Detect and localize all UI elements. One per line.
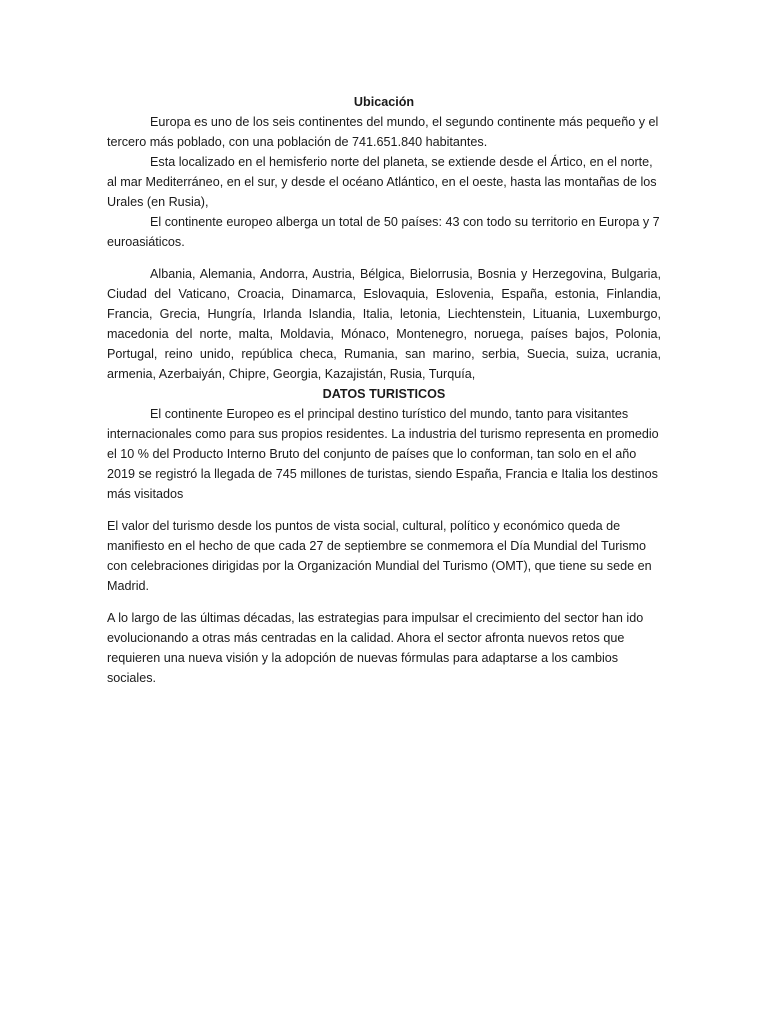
paragraph-country-list: Albania, Alemania, Andorra, Austria, Bélgica, Bielorrusia, Bosnia y Herzegovina, Bulgaria, Ciudad del Vaticano, Croacia, Dinamarca, Eslovaquia, Eslovenia, España, estonia, Finlandia, Francia, Grecia, Hungría, Irlanda Islandia, Italia, letonia, Liechtenstein, Lituania, Luxemburgo, macedonia del norte, malta, Moldavia, Mónaco, Montenegro, noruega, países bajos, Polonia, Portugal, reino unido, república checa, Rumania, san marino, serbia, Suecia, suiza, ucrania, armenia, Azerbaiyán, Chipre, Georgia, Kazajistán, Rusia, Turquía,	[107, 267, 661, 381]
section-title-ubicacion: Ubicación	[353, 95, 415, 109]
paragraph-localizacion: Esta localizado en el hemisferio norte del planeta, se extiende desde el Ártico, en el norte, al mar Mediterráneo, en el sur, y desde el océano Atlántico, en el oeste, hasta las montañas de los Urales (en Rusia),	[107, 155, 657, 209]
paragraph-estrategias: A lo largo de las últimas décadas, las estrategias para impulsar el crecimiento del sector han ido evolucionando a otras más centradas en la calidad. Ahora el sector afronta nuevos retos que requieren una nueva visión y la adopción de nuevas fórmulas para adaptarse a los cambios sociales.	[107, 611, 644, 685]
paragraph-turismo-destino: El continente Europeo es el principal destino turístico del mundo, tanto para visitantes internacionales como para sus propios residentes. La industria del turismo representa en promedio el 10 % del Producto Interno Bruto del conjunto de países que lo conforman, tan solo en el año 2019 se registró la llegada de 745 millones de turistas, siendo España, Francia e Italia los destinos más visitados	[107, 407, 659, 501]
paragraph-europa-intro: Europa es uno de los seis continentes del mundo, el segundo continente más pequeño y el tercero más poblado, con una población de 741.651.840 habitantes.	[107, 115, 659, 149]
section-title-datos-turisticos: DATOS TURISTICOS	[322, 387, 446, 401]
paragraph-valor-turismo: El valor del turismo desde los puntos de vista social, cultural, político y económico queda de manifiesto en el hecho de que cada 27 de septiembre se conmemora el Día Mundial del Turismo con celebraciones dirigidas por la Organización Mundial del Turismo (OMT), que tiene su sede en Madrid.	[107, 519, 652, 593]
paragraph-paises-total: El continente europeo alberga un total de 50 países: 43 con todo su territorio en Europa y 7 euroasiáticos.	[107, 215, 660, 249]
